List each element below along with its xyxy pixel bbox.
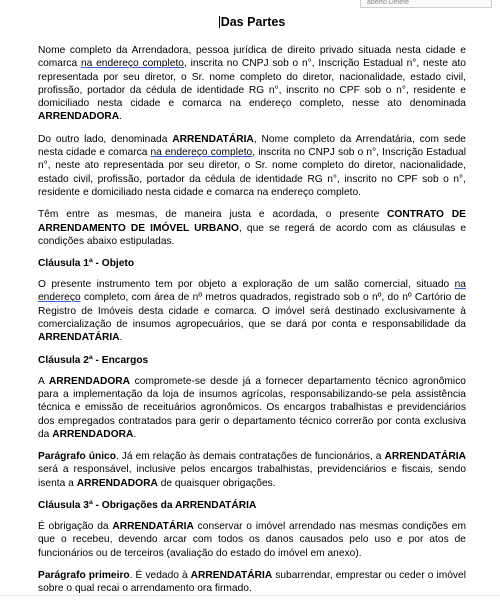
text-run: . xyxy=(119,332,123,344)
text-run: A xyxy=(38,375,49,387)
text-run: . É vedado à xyxy=(129,569,191,581)
clause-3-heading: Cláusula 3ª - Obrigações da ARRENDATÁRIA xyxy=(38,500,257,512)
bold-term: ARRENDATÁRIA xyxy=(190,569,273,581)
text-run: Nome completo da Arrendadora, pessoa jurídica de direito privado situada nesta cidade e comarca xyxy=(38,45,466,70)
text-run: . Já em relação às demais contratações de funcionários, a xyxy=(115,451,385,463)
text-run: É obrigação da xyxy=(38,521,113,533)
text-run: , Nome completo da Arrendatária, com sede nesta cidade e comarca xyxy=(38,133,466,159)
bold-term: CONTRATO DE ARRENDAMENTO DE IMÓVEL URBANO xyxy=(38,209,467,234)
bold-term: ARRENDADORA xyxy=(76,477,158,489)
paragraph-contract-intro xyxy=(38,208,466,248)
text-run: , que se regerá de acordo com as cláusulas e condições abaixo estipuladas. xyxy=(38,222,467,247)
text-run: , inscrita no CNPJ sob o n°, Inscrição Estadual n°, neste ato representada por seu diretor, o Sr. nome completo do diretor, nacionalidade, estado civil, profissão, portador da cédula de identidade RG n°, inscrito no CPF sob o n°, residente e domiciliado nesta cidade e comarca na endereço completo. xyxy=(38,147,466,198)
text-run: completo, com área de nº metros quadrados, registrado sob o nº, do nº Cartório de Registro de Imóveis desta cidade e comarca. O imóvel será destinado exclusivamente à comercialização de insumos agropecuários, que se dará por conta e responsabilidade da xyxy=(38,292,466,331)
text-run: conservar o imóvel arrendado nas mesmas condições em que o recebeu, devendo arcar com todos os danos causados pelo uso e por atos de funcionários ou de terceiros (avaliação do estado do imóvel em anexo). xyxy=(38,521,466,559)
page-divider xyxy=(0,595,500,596)
bold-term: ARRENDATÁRIA xyxy=(112,521,194,533)
bold-term: ARRENDADORA xyxy=(48,375,131,387)
text-run: compromete-se desde já a fornecer departamento técnico agronômico para a implementação da loja de insumos agrícolas, responsabilizando-se pela assistência técnica e emissão de receituários agronômicos. Os encargos trabalhistas e previdenciários dos empregados contratados para gerir o departamento técnico correrão por conta exclusiva da xyxy=(38,375,466,440)
text-run: . xyxy=(133,428,137,440)
text-run: , inscrita no CNPJ sob o n°, Inscrição Estadual n°, neste ato representada por seu diretor, o Sr. nome completo do diretor, nacionalidade, estado civil, profissão, portador da cédula de identidade RG n°, inscrito no CPF sob o n°, residente e domiciliado nesta cidade e comarca na endereço completo, nesse ato denominada xyxy=(38,58,466,110)
text-run: subarrendar, emprestar ou ceder o imóvel sobre o qual recai o arrendamento ora firmado. xyxy=(38,569,467,595)
title-text: Das Partes xyxy=(220,15,286,29)
text-cursor xyxy=(219,16,220,28)
document-title xyxy=(38,14,466,30)
text-run: Do outro lado, denominada xyxy=(38,133,173,145)
text-run: será a responsável, inclusive pelos encargos trabalhistas, previdenciários e fiscais, sendo isenta a xyxy=(38,464,466,489)
bold-term: ARRENDATÁRIA xyxy=(384,451,467,463)
spellcheck-underlined-text: na endereço xyxy=(38,279,466,304)
clause-1-heading: Cláusula 1ª - Objeto xyxy=(38,258,135,270)
clause-2-heading: Cláusula 2ª - Encargos xyxy=(38,354,149,366)
paragraph-paragrafo-unico xyxy=(38,450,466,490)
document-page xyxy=(38,14,466,605)
text-run: Têm entre as mesmas, de maneira justa e acordada, o presente xyxy=(38,209,388,221)
paragraph-objeto xyxy=(38,278,466,344)
bold-term: ARRENDATÁRIA xyxy=(172,133,254,145)
paragraph-arrendataria xyxy=(38,133,466,199)
paragraph-paragrafo-primeiro xyxy=(38,569,466,596)
bold-term: Parágrafo primeiro xyxy=(38,569,130,581)
paragraph-arrendadora xyxy=(38,44,466,124)
paragraph-encargos xyxy=(38,375,466,441)
spellcheck-underlined-text: na endereço completo xyxy=(150,147,253,159)
text-run: . xyxy=(119,111,123,123)
paragraph-obrigacoes xyxy=(38,520,466,560)
bold-term: ARRENDADORA xyxy=(52,428,134,440)
bold-term: ARRENDADORA xyxy=(38,111,120,123)
text-run: O presente instrumento tem por objeto a exploração de um salão comercial, situado xyxy=(38,279,455,291)
spellcheck-underlined-text: na endereço completo xyxy=(80,58,184,70)
text-run: de quaisquer obrigações. xyxy=(157,477,276,489)
toolbar-search-box[interactable]: aberto Delete xyxy=(360,0,492,8)
bold-term: ARRENDATÁRIA xyxy=(38,332,120,344)
bold-term: Parágrafo único xyxy=(38,451,116,463)
